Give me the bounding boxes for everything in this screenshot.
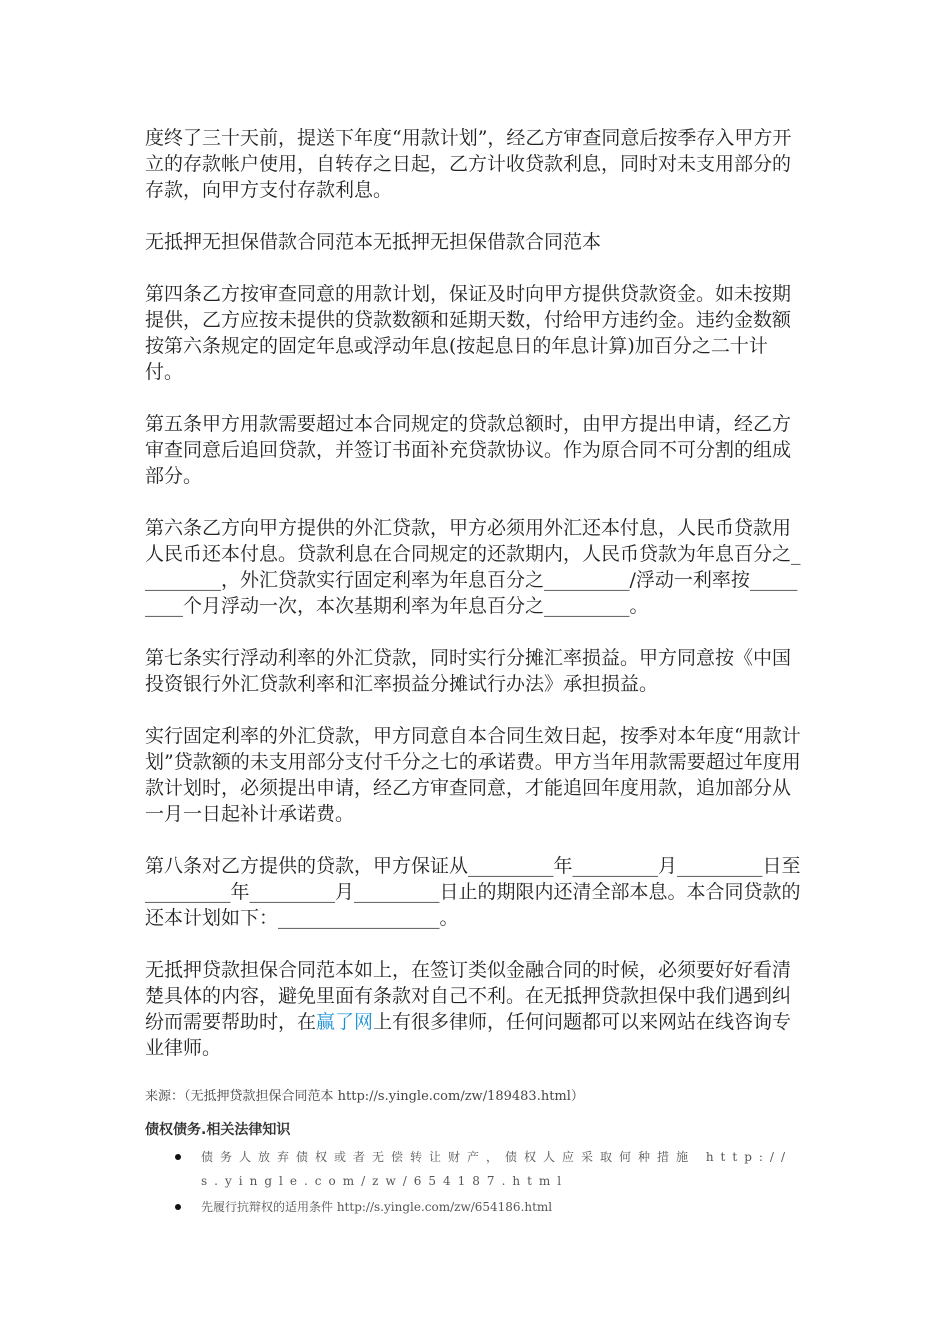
document-body <box>145 125 805 1221</box>
paragraph-article-7: 第七条实行浮动利率的外汇贷款，同时实行分摊汇率损益。甲方同意按《中国投资银行外汇贷款利率和汇率损益分摊试行办法》承担损益。 <box>145 647 792 695</box>
paragraph-article-6: 第六条乙方向甲方提供的外汇贷款，甲方必须用外汇还本付息，人民币贷款用人民币还本付息。贷款利息在合同规定的还款期内，人民币贷款为年息百分之_________，外汇贷款实行固定利率为年息百分之_________/浮动一利率按_________个月浮动一次，本次基期利率为年息百分之_________。 <box>145 517 801 617</box>
paragraph-loan-plan: 度终了三十天前，提送下年度“用款计划”，经乙方审查同意后按季存入甲方开立的存款帐户使用，自转存之日起，乙方计收贷款利息，同时对未支用部分的存款，向甲方支付存款利息。 <box>145 127 792 201</box>
related-list <box>145 1145 805 1219</box>
related-item-text[interactable]: 先履行抗辩权的适用条件 http://s.yingle.com/zw/654186.html <box>201 1200 553 1214</box>
related-item[interactable] <box>175 1195 805 1219</box>
paragraph-article-8: 第八条对乙方提供的贷款，甲方保证从_________年_________月_________日至_________年_________月_________日止的期限内还清全部本息。本合同贷款的还本计划如下：_________________。 <box>145 855 801 929</box>
related-title: 债权债务.相关法律知识 <box>145 1122 291 1138</box>
paragraph-heading: 无抵押无担保借款合同范本无抵押无担保借款合同范本 <box>145 231 602 253</box>
yingle-link[interactable]: 赢了网 <box>316 1011 374 1033</box>
paragraph-article-4: 第四条乙方按审查同意的用款计划，保证及时向甲方提供贷款资金。如未按期提供，乙方应按未提供的贷款数额和延期天数，付给甲方违约金。违约金数额按第六条规定的固定年息或浮动年息(按起息日的年息计算)加百分之二十计付。 <box>145 283 792 383</box>
related-item-text[interactable]: 债务人放弃债权或者无偿转让财产，债权人应采取何种措施 http://s.yingle.com/zw/654187.html <box>201 1150 793 1188</box>
paragraph-article-5: 第五条甲方用款需要超过本合同规定的贷款总额时，由甲方提出申请，经乙方审查同意后追回贷款，并签订书面补充贷款协议。作为原合同不可分割的组成部分。 <box>145 413 792 487</box>
paragraph-conclusion <box>145 957 805 1061</box>
bullet-icon <box>175 1154 181 1160</box>
bullet-icon <box>175 1204 181 1210</box>
paragraph-fixed-rate: 实行固定利率的外汇贷款，甲方同意自本合同生效日起，按季对本年度“用款计划”贷款额的未支用部分支付千分之七的承诺费。甲方当年用款需要超过年度用款计划时，必须提出申请，经乙方审查同意，才能追回年度用款，追加部分从一月一日起补计承诺费。 <box>145 725 801 825</box>
conclusion-text-after: 上有很多律师，任何问题都可以来网站在线咨询专业律师。 <box>145 1011 792 1059</box>
conclusion-text-before: 无抵押贷款担保合同范本如上，在签订类似金融合同的时候，必须要好好看清楚具体的内容，避免里面有条款对自己不利。在无抵押贷款担保中我们遇到纠纷而需要帮助时，在 <box>145 959 792 1033</box>
related-item[interactable] <box>175 1145 805 1193</box>
source-line: 来源：（无抵押贷款担保合同范本 http://s.yingle.com/zw/189483.html） <box>145 1089 584 1104</box>
